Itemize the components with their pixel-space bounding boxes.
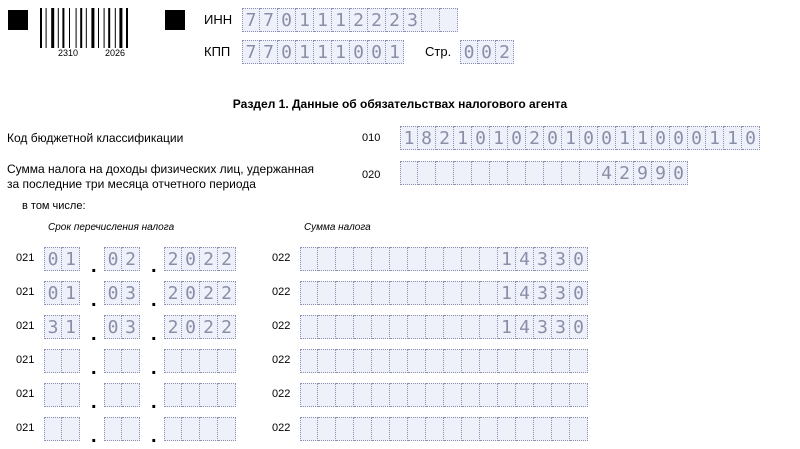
digit-cell: 0 — [278, 40, 296, 64]
digit-cell — [562, 161, 580, 185]
year-field[interactable] — [164, 247, 236, 271]
digit-cell: 3 — [404, 8, 422, 32]
date-separator: . — [151, 289, 157, 311]
digit-cell: 0 — [478, 40, 496, 64]
corner-marker-right — [165, 10, 185, 30]
digit-cell: 2 — [350, 8, 368, 32]
digit-cell — [62, 417, 80, 441]
digit-cell — [516, 349, 534, 373]
date-separator: . — [151, 391, 157, 413]
digit-cell — [200, 349, 218, 373]
day-field[interactable] — [44, 383, 80, 407]
digit-cell: 0 — [182, 281, 200, 305]
digit-cell: 2 — [218, 281, 236, 305]
digit-cell — [444, 281, 462, 305]
digit-cell — [122, 383, 140, 407]
digit-cell — [444, 247, 462, 271]
digit-cell: 1 — [724, 126, 742, 150]
inn-field[interactable] — [242, 8, 458, 32]
sum-label-line-2: за последние три месяца отчетного периода — [7, 177, 256, 191]
digit-cell: 0 — [570, 315, 588, 339]
digit-cell — [354, 383, 372, 407]
digit-cell: 0 — [652, 126, 670, 150]
kpp-field[interactable] — [242, 40, 404, 64]
digit-cell: 4 — [598, 161, 616, 185]
kbk-label: Код бюджетной классификации — [7, 131, 184, 145]
digit-cell — [426, 417, 444, 441]
digit-cell — [462, 417, 480, 441]
date-line-code: 021 — [16, 422, 35, 434]
day-field[interactable] — [44, 315, 80, 339]
digit-cell: 1 — [634, 126, 652, 150]
digit-cell — [444, 349, 462, 373]
amount-column-header: Сумма налога — [304, 222, 371, 233]
digit-cell: 0 — [472, 126, 490, 150]
digit-cell: 1 — [386, 40, 404, 64]
digit-cell: 1 — [498, 281, 516, 305]
digit-cell: 2 — [436, 126, 454, 150]
digit-cell — [336, 315, 354, 339]
amount-field[interactable] — [300, 247, 588, 271]
digit-cell — [462, 315, 480, 339]
digit-cell — [354, 315, 372, 339]
digit-cell: 1 — [62, 315, 80, 339]
digit-cell — [336, 383, 354, 407]
date-separator: . — [91, 255, 97, 277]
digit-cell: 1 — [706, 126, 724, 150]
digit-cell: 0 — [460, 40, 478, 64]
digit-cell: 7 — [260, 40, 278, 64]
digit-cell — [462, 247, 480, 271]
digit-cell — [408, 417, 426, 441]
digit-cell — [426, 247, 444, 271]
digit-cell — [444, 315, 462, 339]
digit-cell — [436, 161, 454, 185]
month-field[interactable] — [104, 417, 140, 441]
digit-cell — [552, 383, 570, 407]
total-tax-field[interactable] — [400, 161, 688, 185]
digit-cell: 1 — [62, 281, 80, 305]
digit-cell: 0 — [570, 247, 588, 271]
digit-cell: 1 — [314, 40, 332, 64]
month-field[interactable] — [104, 247, 140, 271]
digit-cell — [336, 247, 354, 271]
digit-cell — [372, 247, 390, 271]
digit-cell: 0 — [104, 315, 122, 339]
digit-cell: 3 — [552, 247, 570, 271]
digit-cell — [354, 417, 372, 441]
digit-cell — [44, 417, 62, 441]
day-field[interactable] — [44, 349, 80, 373]
digit-cell: 3 — [122, 315, 140, 339]
digit-cell: 0 — [182, 247, 200, 271]
digit-cell: 0 — [368, 40, 386, 64]
date-separator: . — [91, 289, 97, 311]
digit-cell — [336, 281, 354, 305]
digit-cell: 4 — [516, 247, 534, 271]
digit-cell: 2 — [164, 315, 182, 339]
digit-cell — [498, 349, 516, 373]
digit-cell: 1 — [314, 8, 332, 32]
digit-cell — [426, 281, 444, 305]
barcode-number-left: 2310 — [58, 48, 79, 58]
digit-cell — [418, 161, 436, 185]
digit-cell — [44, 349, 62, 373]
digit-cell: 0 — [104, 247, 122, 271]
page-number-field[interactable] — [460, 40, 514, 64]
sum-line-code: 022 — [272, 320, 291, 332]
digit-cell — [480, 315, 498, 339]
digit-cell — [218, 383, 236, 407]
digit-cell: 2 — [200, 281, 218, 305]
digit-cell: 2 — [164, 281, 182, 305]
digit-cell — [444, 417, 462, 441]
digit-cell — [570, 383, 588, 407]
digit-cell — [422, 8, 440, 32]
digit-cell: 2 — [616, 161, 634, 185]
digit-cell — [498, 417, 516, 441]
digit-cell — [408, 281, 426, 305]
digit-cell — [390, 417, 408, 441]
digit-cell: 2 — [218, 247, 236, 271]
digit-cell — [472, 161, 490, 185]
digit-cell — [454, 161, 472, 185]
inn-label: ИНН — [204, 12, 233, 27]
sum-line-code: 022 — [272, 388, 291, 400]
digit-cell: 0 — [580, 126, 598, 150]
digit-cell: 9 — [634, 161, 652, 185]
page-label: Стр. — [425, 44, 452, 59]
digit-cell: 1 — [62, 247, 80, 271]
section-title: Раздел 1. Данные об обязательствах налогового агента — [232, 97, 568, 111]
digit-cell — [390, 247, 408, 271]
digit-cell — [480, 417, 498, 441]
digit-cell — [318, 349, 336, 373]
year-field[interactable] — [164, 349, 236, 373]
digit-cell — [480, 349, 498, 373]
digit-cell: 0 — [44, 281, 62, 305]
digit-cell — [408, 383, 426, 407]
sum-line-code: 022 — [272, 354, 291, 366]
digit-cell: 2 — [368, 8, 386, 32]
amount-field[interactable] — [300, 281, 588, 305]
digit-cell: 3 — [122, 281, 140, 305]
corner-marker-left — [8, 10, 28, 30]
digit-cell: 0 — [598, 126, 616, 150]
sum-line-code: 020 — [362, 169, 381, 181]
including-label: в том числе: — [22, 200, 86, 212]
digit-cell — [498, 383, 516, 407]
digit-cell: 2 — [386, 8, 404, 32]
month-field[interactable] — [104, 281, 140, 305]
sum-label-line-1: Сумма налога на доходы физических лиц, удержанная — [7, 162, 315, 176]
digit-cell — [570, 417, 588, 441]
digit-cell — [552, 417, 570, 441]
digit-cell: 0 — [104, 281, 122, 305]
digit-cell — [372, 281, 390, 305]
month-field[interactable] — [104, 383, 140, 407]
sum-line-code: 022 — [272, 286, 291, 298]
digit-cell: 0 — [742, 126, 760, 150]
day-field[interactable] — [44, 417, 80, 441]
digit-cell — [336, 349, 354, 373]
digit-cell — [480, 281, 498, 305]
amount-field[interactable] — [300, 417, 588, 441]
digit-cell — [104, 383, 122, 407]
digit-cell: 2 — [122, 247, 140, 271]
digit-cell — [218, 417, 236, 441]
digit-cell — [354, 281, 372, 305]
digit-cell — [122, 417, 140, 441]
digit-cell — [440, 8, 458, 32]
amount-field[interactable] — [300, 349, 588, 373]
digit-cell: 4 — [516, 315, 534, 339]
date-line-code: 021 — [16, 354, 35, 366]
digit-cell — [300, 383, 318, 407]
digit-cell: 0 — [544, 126, 562, 150]
digit-cell: 2 — [164, 247, 182, 271]
digit-cell: 1 — [498, 315, 516, 339]
digit-cell — [182, 349, 200, 373]
digit-cell — [182, 417, 200, 441]
digit-cell: 1 — [562, 126, 580, 150]
digit-cell: 1 — [490, 126, 508, 150]
digit-cell — [462, 349, 480, 373]
year-field[interactable] — [164, 417, 236, 441]
digit-cell: 3 — [534, 247, 552, 271]
digit-cell: 8 — [418, 126, 436, 150]
date-separator: . — [91, 323, 97, 345]
digit-cell — [104, 349, 122, 373]
digit-cell — [164, 417, 182, 441]
digit-cell — [354, 247, 372, 271]
digit-cell: 3 — [552, 315, 570, 339]
digit-cell — [552, 349, 570, 373]
digit-cell: 7 — [242, 8, 260, 32]
digit-cell — [426, 315, 444, 339]
digit-cell — [336, 417, 354, 441]
digit-cell — [526, 161, 544, 185]
amount-field[interactable] — [300, 315, 588, 339]
digit-cell: 3 — [552, 281, 570, 305]
digit-cell — [516, 417, 534, 441]
barcode-number-right: 2026 — [105, 48, 126, 58]
digit-cell — [300, 281, 318, 305]
barcode-icon — [40, 8, 150, 48]
date-separator: . — [151, 255, 157, 277]
digit-cell — [408, 247, 426, 271]
digit-cell: 2 — [200, 247, 218, 271]
date-line-code: 021 — [16, 320, 35, 332]
month-field[interactable] — [104, 315, 140, 339]
digit-cell — [534, 383, 552, 407]
digit-cell — [200, 383, 218, 407]
digit-cell: 0 — [182, 315, 200, 339]
digit-cell: 0 — [350, 40, 368, 64]
digit-cell — [408, 349, 426, 373]
date-line-code: 021 — [16, 252, 35, 264]
digit-cell — [200, 417, 218, 441]
digit-cell: 9 — [652, 161, 670, 185]
date-separator: . — [151, 425, 157, 447]
digit-cell: 2 — [200, 315, 218, 339]
date-line-code: 021 — [16, 388, 35, 400]
digit-cell: 0 — [570, 281, 588, 305]
digit-cell — [390, 281, 408, 305]
kpp-label: КПП — [204, 44, 231, 59]
digit-cell: 2 — [218, 315, 236, 339]
digit-cell — [122, 349, 140, 373]
digit-cell — [62, 383, 80, 407]
digit-cell: 1 — [498, 247, 516, 271]
digit-cell: 0 — [508, 126, 526, 150]
digit-cell — [354, 349, 372, 373]
digit-cell — [426, 349, 444, 373]
digit-cell — [372, 383, 390, 407]
digit-cell: 0 — [688, 126, 706, 150]
digit-cell — [300, 315, 318, 339]
digit-cell — [490, 161, 508, 185]
date-separator: . — [91, 425, 97, 447]
digit-cell — [300, 417, 318, 441]
digit-cell — [544, 161, 562, 185]
digit-cell: 1 — [454, 126, 472, 150]
digit-cell — [580, 161, 598, 185]
digit-cell — [534, 349, 552, 373]
digit-cell — [390, 383, 408, 407]
kbk-line-code: 010 — [362, 132, 381, 144]
digit-cell — [300, 349, 318, 373]
digit-cell — [372, 417, 390, 441]
year-field[interactable] — [164, 383, 236, 407]
date-separator: . — [151, 323, 157, 345]
digit-cell — [104, 417, 122, 441]
day-field[interactable] — [44, 247, 80, 271]
digit-cell — [426, 383, 444, 407]
digit-cell — [390, 315, 408, 339]
amount-field[interactable] — [300, 383, 588, 407]
digit-cell: 0 — [670, 126, 688, 150]
digit-cell — [318, 281, 336, 305]
digit-cell — [516, 383, 534, 407]
digit-cell: 0 — [670, 161, 688, 185]
digit-cell — [318, 247, 336, 271]
digit-cell — [318, 417, 336, 441]
digit-cell: 1 — [400, 126, 418, 150]
digit-cell — [390, 349, 408, 373]
digit-cell — [318, 383, 336, 407]
digit-cell — [164, 349, 182, 373]
digit-cell: 3 — [534, 315, 552, 339]
digit-cell — [444, 383, 462, 407]
digit-cell — [508, 161, 526, 185]
digit-cell — [480, 247, 498, 271]
digit-cell — [218, 349, 236, 373]
digit-cell — [480, 383, 498, 407]
month-field[interactable] — [104, 349, 140, 373]
year-field[interactable] — [164, 315, 236, 339]
year-field[interactable] — [164, 281, 236, 305]
digit-cell: 1 — [296, 8, 314, 32]
digit-cell — [400, 161, 418, 185]
digit-cell — [300, 247, 318, 271]
digit-cell: 3 — [44, 315, 62, 339]
digit-cell: 4 — [516, 281, 534, 305]
digit-cell: 1 — [332, 8, 350, 32]
date-separator: . — [91, 391, 97, 413]
sum-line-code: 022 — [272, 422, 291, 434]
digit-cell — [534, 417, 552, 441]
digit-cell — [462, 281, 480, 305]
digit-cell — [570, 349, 588, 373]
digit-cell: 2 — [526, 126, 544, 150]
digit-cell: 0 — [278, 8, 296, 32]
digit-cell — [62, 349, 80, 373]
digit-cell: 0 — [44, 247, 62, 271]
date-separator: . — [151, 357, 157, 379]
digit-cell: 2 — [496, 40, 514, 64]
digit-cell — [408, 315, 426, 339]
digit-cell: 7 — [260, 8, 278, 32]
digit-cell — [372, 349, 390, 373]
digit-cell — [44, 383, 62, 407]
date-line-code: 021 — [16, 286, 35, 298]
term-column-header: Срок перечисления налога — [48, 222, 175, 233]
digit-cell — [164, 383, 182, 407]
digit-cell — [182, 383, 200, 407]
digit-cell: 3 — [534, 281, 552, 305]
date-separator: . — [91, 357, 97, 379]
digit-cell — [318, 315, 336, 339]
sum-line-code: 022 — [272, 252, 291, 264]
digit-cell: 1 — [332, 40, 350, 64]
kbk-field[interactable] — [400, 126, 760, 150]
digit-cell — [372, 315, 390, 339]
day-field[interactable] — [44, 281, 80, 305]
digit-cell: 7 — [242, 40, 260, 64]
digit-cell — [462, 383, 480, 407]
digit-cell: 1 — [616, 126, 634, 150]
digit-cell: 1 — [296, 40, 314, 64]
